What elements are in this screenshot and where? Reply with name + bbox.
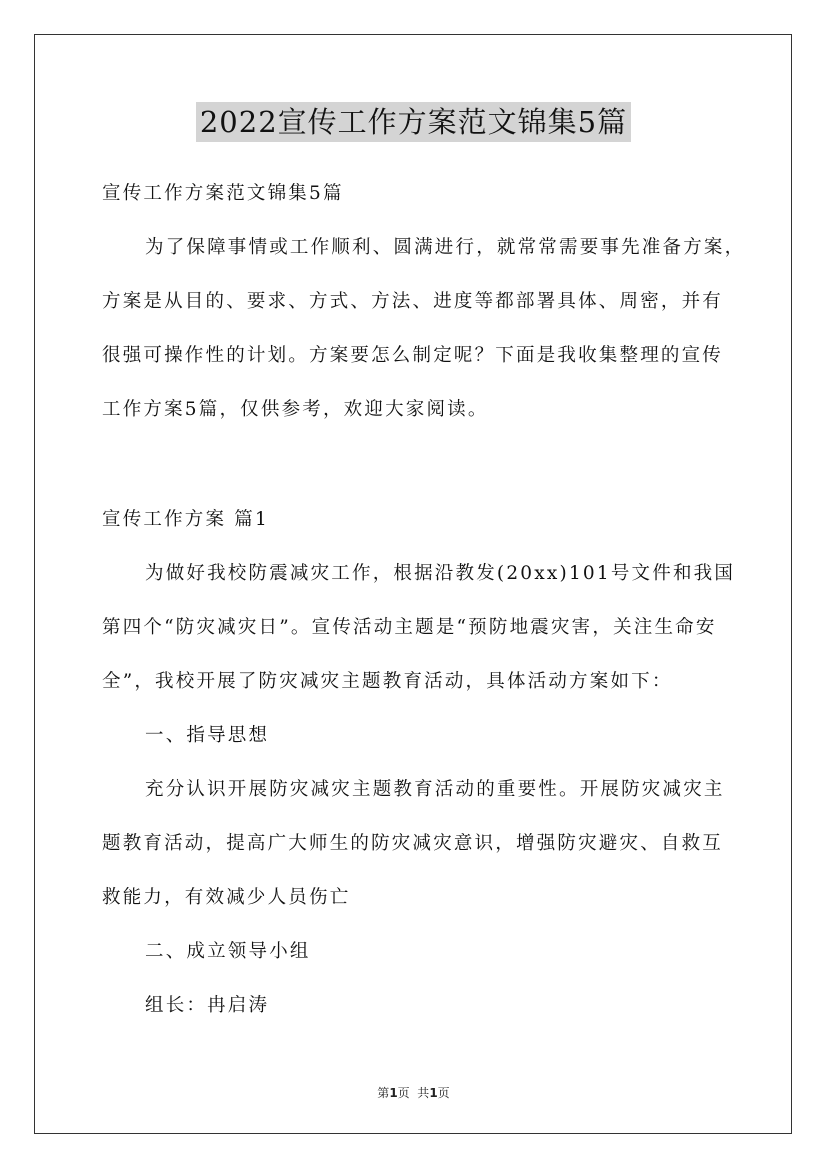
page-total: 1: [429, 1086, 438, 1100]
section-line: 第四个“防灾减灾日”。宣传活动主题是“预防地震灾害，关注生命安: [102, 617, 717, 638]
title-wrapper: [0, 102, 827, 142]
item-line: 题教育活动，提高广大师生的防灾减灾意识，增强防灾避灾、自救互: [102, 833, 724, 854]
intro-line: 方案是从目的、要求、方式、方法、进度等都部署具体、周密，并有: [102, 291, 724, 312]
page-suffix: 页: [437, 1086, 450, 1100]
intro-line: 很强可操作性的计划。方案要怎么制定呢？下面是我收集整理的宣传: [102, 345, 724, 366]
page-footer: [0, 1084, 827, 1101]
document-title: 2022宣传工作方案范文锦集5篇: [196, 102, 631, 142]
page-mid: 页 共: [397, 1086, 430, 1100]
item-line: 救能力，有效减少人员伤亡: [102, 887, 351, 908]
section-heading: 宣传工作方案 篇1: [102, 509, 269, 530]
item-line: 充分认识开展防灾减灾主题教育活动的重要性。开展防灾减灾主: [145, 779, 725, 800]
subtitle: 宣传工作方案范文锦集5篇: [102, 183, 344, 204]
page-number: 1: [389, 1086, 398, 1100]
item-heading: 二、成立领导小组: [145, 941, 311, 962]
intro-line: 为了保障事情或工作顺利、圆满进行，就常常需要事先准备方案，: [145, 237, 746, 258]
leader-line: 组长：冉启涛: [145, 995, 270, 1016]
intro-line: 工作方案5篇，仅供参考，欢迎大家阅读。: [102, 399, 489, 420]
page-prefix: 第: [377, 1086, 390, 1100]
item-heading: 一、指导思想: [145, 725, 270, 746]
section-line: 为做好我校防震减灾工作，根据沿教发(20xx)101号文件和我国: [145, 563, 736, 584]
section-line: 全”，我校开展了防灾减灾主题教育活动，具体活动方案如下：: [102, 671, 673, 692]
